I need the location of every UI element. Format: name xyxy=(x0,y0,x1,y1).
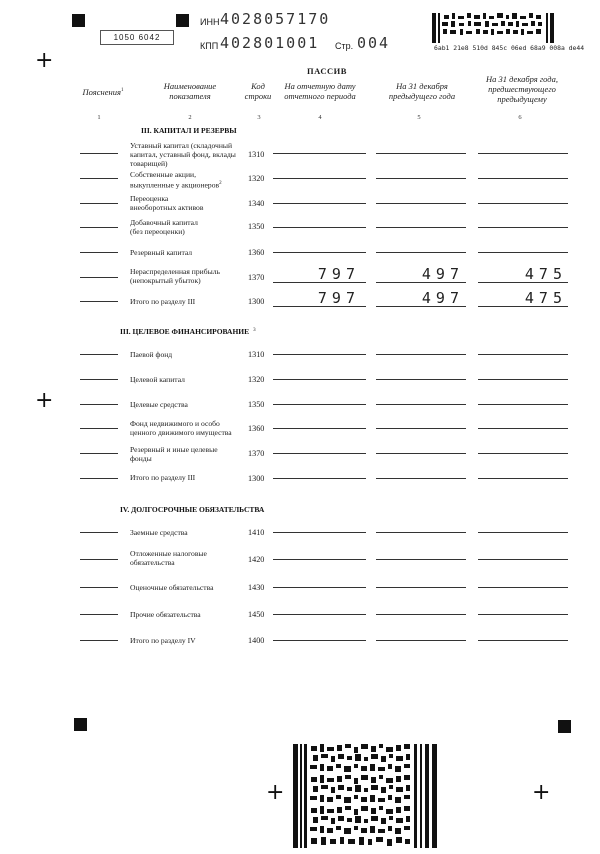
rule-notes xyxy=(80,379,118,380)
page-label: Стр. xyxy=(335,41,354,51)
barcode-top-icon xyxy=(432,13,556,43)
rule-prev-year xyxy=(376,532,466,533)
rule-current xyxy=(273,478,366,479)
row-label: Резервный и иные целевые фонды xyxy=(130,445,218,463)
registration-cross-icon: + xyxy=(266,780,285,805)
rule-prev-year xyxy=(376,354,466,355)
rule-notes xyxy=(80,614,118,615)
rule-current xyxy=(273,428,366,429)
row-code: 1340 xyxy=(248,199,265,208)
row-code: 1300 xyxy=(248,474,265,483)
section-title: III. ЦЕЛЕВОЕ ФИНАНСИРОВАНИЕ $^3$ xyxy=(120,327,256,336)
col-header-prev-year: На 31 декабря предыдущего года xyxy=(388,81,456,101)
rule-year-before xyxy=(478,478,568,479)
rule-prev-year xyxy=(376,478,466,479)
row-code: 1430 xyxy=(248,583,265,592)
col-number: 5 xyxy=(417,114,421,121)
inn-label: ИНН xyxy=(200,17,220,27)
rule-current xyxy=(273,203,366,204)
row-code: 1360 xyxy=(248,424,265,433)
corner-marker-top-mid xyxy=(176,14,189,27)
section-title: III. КАПИТАЛ И РЕЗЕРВЫ xyxy=(141,126,237,135)
inn-value: 4028057170 xyxy=(220,10,331,28)
row-code: 1400 xyxy=(248,636,265,645)
rule-prev-year xyxy=(376,453,466,454)
value-year-before: 475 xyxy=(524,265,567,283)
rule-notes xyxy=(80,587,118,588)
value-prev-year: 497 xyxy=(421,289,464,307)
row-code: 1420 xyxy=(248,555,265,564)
row-label: Целевой капитал xyxy=(130,375,185,384)
rule-prev-year xyxy=(376,252,466,253)
barcode-bottom-icon xyxy=(293,744,439,848)
row-code: 1410 xyxy=(248,528,265,537)
row-code: 1450 xyxy=(248,610,265,619)
row-label: Отложенные налоговые обязательства xyxy=(130,549,207,567)
row-code: 1360 xyxy=(248,248,265,257)
rule-current xyxy=(273,559,366,560)
rule-prev-year xyxy=(376,559,466,560)
rule-notes xyxy=(80,428,118,429)
rule-year-before xyxy=(478,587,568,588)
col-number: 2 xyxy=(188,114,192,121)
rule-current xyxy=(273,404,366,405)
kpp-label: КПП xyxy=(200,41,219,51)
rule-notes xyxy=(80,453,118,454)
row-code: 1370 xyxy=(248,449,265,458)
rule-prev-year xyxy=(376,178,466,179)
row-code: 1370 xyxy=(248,273,265,282)
rule-year-before xyxy=(478,203,568,204)
rule-prev-year xyxy=(376,428,466,429)
rule-year-before xyxy=(478,428,568,429)
rule-notes xyxy=(80,277,118,278)
rule-notes xyxy=(80,252,118,253)
row-label-total: Итого по разделу III xyxy=(130,297,196,306)
rule-year-before xyxy=(478,153,568,154)
rule-year-before xyxy=(478,354,568,355)
rule-prev-year xyxy=(376,379,466,380)
rule-year-before xyxy=(478,453,568,454)
row-code: 1320 xyxy=(248,375,265,384)
rule-current xyxy=(273,532,366,533)
rule-year-before xyxy=(478,227,568,228)
rule-year-before xyxy=(478,404,568,405)
rule-notes xyxy=(80,404,118,405)
rule-year-before xyxy=(478,306,568,307)
registration-cross-icon: + xyxy=(532,780,551,805)
col-header-year-before: На 31 декабря года, предшествующего предыдущему xyxy=(486,74,558,104)
row-label: Уставный капитал (складочный капитал, уставный фонд, вклады товарищей) xyxy=(130,141,236,168)
corner-marker-top-left xyxy=(72,14,85,27)
rule-notes xyxy=(80,532,118,533)
barcode-hex: 6ab1 21e8 510d 845c 06ed 68a9 008a de44 xyxy=(434,44,585,52)
rule-current xyxy=(273,306,366,307)
rule-year-before xyxy=(478,178,568,179)
rule-year-before xyxy=(478,559,568,560)
row-code: 1320 xyxy=(248,174,265,183)
value-year-before: 475 xyxy=(524,289,567,307)
rule-current xyxy=(273,178,366,179)
col-number: 3 xyxy=(257,114,261,121)
row-label: Собственные акции, выкупленные у акционеров$^2$ xyxy=(130,170,222,190)
col-header-reporting-date: На отчетную дату отчетного периода xyxy=(284,81,356,101)
corner-marker-bottom-right xyxy=(558,720,571,733)
col-header-indicator: Наименование показателя xyxy=(163,81,217,101)
rule-notes xyxy=(80,203,118,204)
col-header-code: Код строки xyxy=(244,81,272,101)
rule-current xyxy=(273,453,366,454)
row-label: Нераспределенная прибыль (непокрытый убыток) xyxy=(130,267,220,285)
rule-current xyxy=(273,227,366,228)
rule-current xyxy=(273,614,366,615)
row-code: 1350 xyxy=(248,400,265,409)
row-label: Заемные средства xyxy=(130,528,188,537)
rule-current xyxy=(273,252,366,253)
rule-prev-year xyxy=(376,614,466,615)
row-label: Резервный капитал xyxy=(130,248,193,257)
row-label: Оценочные обязательства xyxy=(130,583,214,592)
page-value: 004 xyxy=(357,34,391,52)
value-prev-year: 497 xyxy=(421,265,464,283)
value-current: 797 xyxy=(317,265,360,283)
rule-notes xyxy=(80,354,118,355)
row-code: 1350 xyxy=(248,222,265,231)
section-title: IV. ДОЛГОСРОЧНЫЕ ОБЯЗАТЕЛЬСТВА xyxy=(120,505,265,514)
form-code: 1050 6042 xyxy=(100,30,174,45)
col-header-notes: Пояснения$^1$ xyxy=(82,86,124,97)
rule-prev-year xyxy=(376,227,466,228)
rule-year-before xyxy=(478,379,568,380)
rule-current xyxy=(273,153,366,154)
row-label: Добавочный капитал (без переоценки) xyxy=(130,218,198,236)
col-number: 6 xyxy=(518,114,522,121)
rule-current xyxy=(273,354,366,355)
row-code: 1300 xyxy=(248,297,265,306)
rule-year-before xyxy=(478,614,568,615)
rule-year-before xyxy=(478,282,568,283)
row-label: Переоценка внеоборотных активов xyxy=(130,194,204,212)
rule-year-before xyxy=(478,532,568,533)
rule-year-before xyxy=(478,252,568,253)
rule-current xyxy=(273,282,366,283)
row-label-total: Итого по разделу IV xyxy=(130,636,196,645)
page-title: ПАССИВ xyxy=(307,66,347,76)
col-number: 4 xyxy=(318,114,322,121)
rule-prev-year xyxy=(376,404,466,405)
rule-notes xyxy=(80,478,118,479)
row-code: 1310 xyxy=(248,350,265,359)
rule-year-before xyxy=(478,640,568,641)
kpp-value: 402801001 xyxy=(220,34,320,52)
rule-current xyxy=(273,587,366,588)
row-label: Прочие обязательства xyxy=(130,610,201,619)
corner-marker-bottom-left xyxy=(74,718,87,731)
rule-current xyxy=(273,379,366,380)
col-number: 1 xyxy=(97,114,101,121)
registration-cross-icon: + xyxy=(35,388,54,413)
value-current: 797 xyxy=(317,289,360,307)
rule-notes xyxy=(80,227,118,228)
row-label: Фонд недвижимого и особо ценного движимого имущества xyxy=(130,419,232,437)
rule-notes xyxy=(80,559,118,560)
row-code: 1310 xyxy=(248,150,265,159)
rule-prev-year xyxy=(376,282,466,283)
rule-prev-year xyxy=(376,587,466,588)
rule-notes xyxy=(80,301,118,302)
rule-prev-year xyxy=(376,306,466,307)
rule-notes xyxy=(80,640,118,641)
rule-notes xyxy=(80,153,118,154)
rule-current xyxy=(273,640,366,641)
rule-prev-year xyxy=(376,203,466,204)
rule-prev-year xyxy=(376,640,466,641)
row-label: Целевые средства xyxy=(130,400,188,409)
rule-notes xyxy=(80,178,118,179)
row-label: Паевой фонд xyxy=(130,350,173,359)
row-label-total: Итого по разделу III xyxy=(130,473,196,482)
rule-prev-year xyxy=(376,153,466,154)
registration-cross-icon: + xyxy=(35,48,54,73)
